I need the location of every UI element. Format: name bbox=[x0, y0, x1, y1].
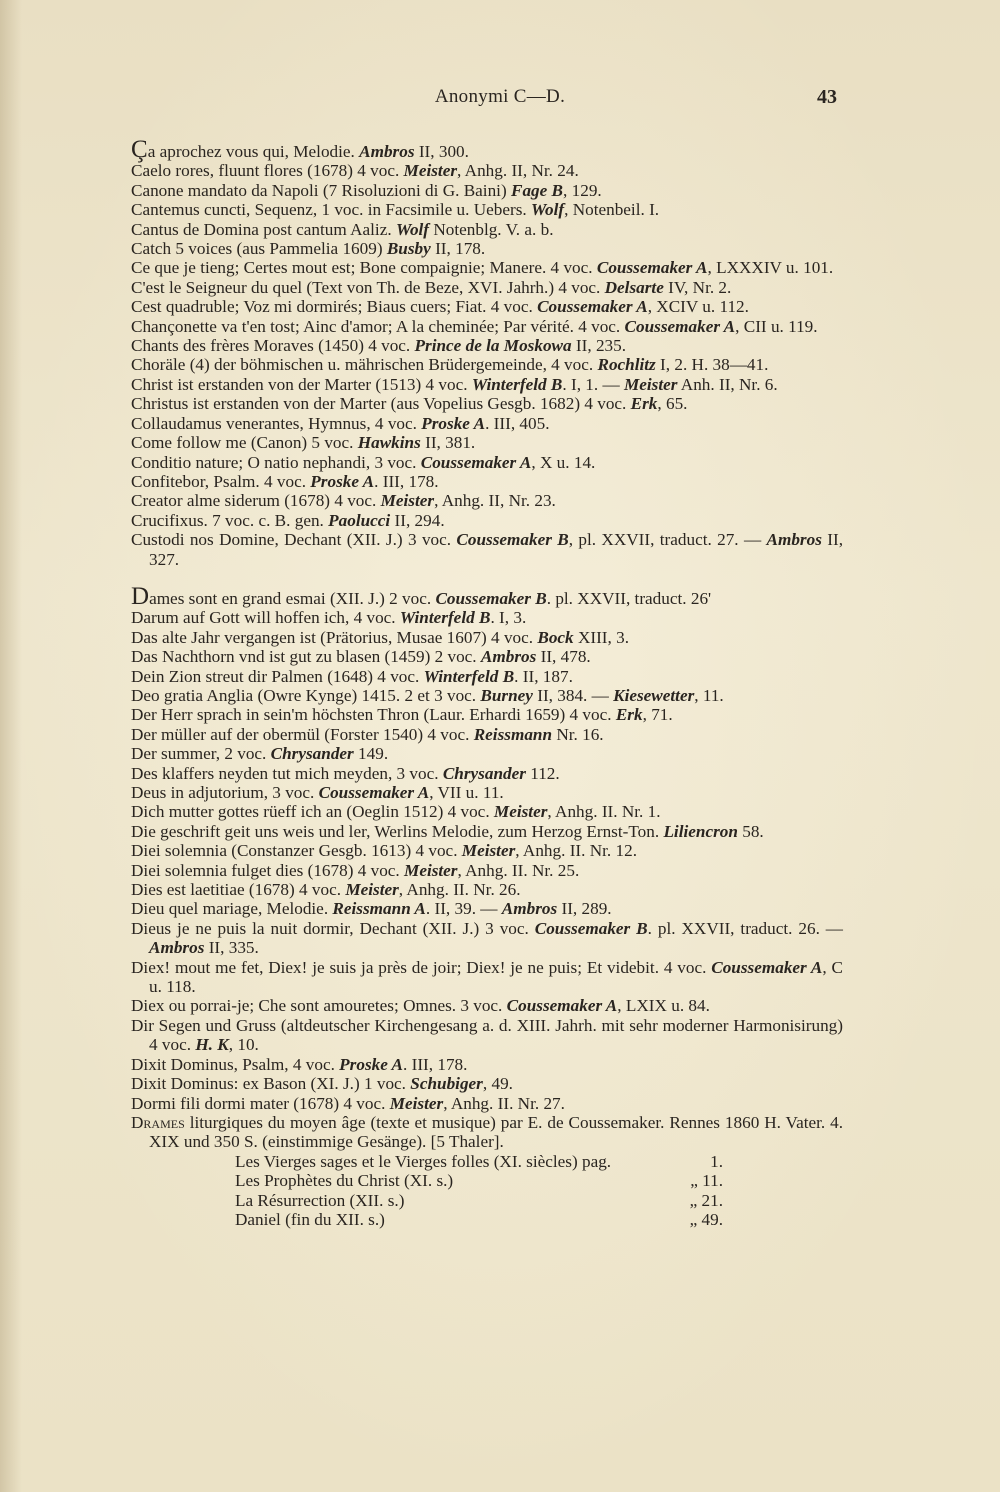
entry-citation: Coussemaker B bbox=[534, 918, 648, 938]
entry-title: ames sont en grand esmai (XII. J.) 2 voc. bbox=[149, 588, 436, 608]
index-entry bbox=[131, 472, 843, 491]
entry-reference: , Anhg. II. Nr. 27. bbox=[443, 1093, 565, 1113]
index-entry bbox=[131, 880, 843, 899]
entry-reference: . pl. XXVII, traduct. 26' bbox=[546, 588, 712, 608]
entry-title: Diei solemnia (Constanzer Gesgb. 1613) 4 voc. bbox=[131, 841, 462, 861]
entry-citation: Burney bbox=[480, 685, 533, 705]
entry-title: C'est le Seigneur du quel (Text von Th. de Beze, XVI. Jahrh.) 4 voc. bbox=[131, 277, 605, 297]
entry-citation: Coussemaker B bbox=[435, 588, 547, 608]
entry-reference: , 49. bbox=[482, 1074, 513, 1094]
index-entry bbox=[131, 239, 843, 258]
entry-title: Ce que je tieng; Certes mout est; Bone compaignie; Manere. 4 voc. bbox=[131, 258, 597, 278]
entry-title: Cantus de Domina post cantum Aaliz. bbox=[131, 219, 396, 239]
index-entry bbox=[131, 1016, 843, 1055]
entry-title: Christus ist erstanden von der Marter (aus Vopelius Gesgb. 1682) 4 voc. bbox=[131, 394, 631, 414]
index-entry bbox=[131, 375, 843, 394]
entry-citation: Kiesewetter bbox=[613, 685, 695, 705]
entry-reference: . I, 1. — bbox=[562, 374, 624, 394]
entry-citation: Coussemaker B bbox=[456, 530, 569, 550]
index-entry bbox=[131, 705, 843, 724]
entry-title: Confitebor, Psalm. 4 voc. bbox=[131, 471, 311, 491]
entry-citation: Meister bbox=[389, 1093, 444, 1113]
contents-page: 1. bbox=[710, 1151, 723, 1171]
running-head: Anonymi C—D. bbox=[434, 86, 566, 107]
entry-reference: , 71. bbox=[642, 705, 673, 725]
drames-description: liturgiques du moyen âge (texte et musique) par E. de Coussemaker. Rennes 1860 H. Vater. 4. XIX und 350 S. (einstimmige Gesänge). [5 Thaler]. bbox=[149, 1112, 843, 1152]
entry-title: Dich mutter gottes rüeff ich an (Oeglin 1512) 4 voc. bbox=[131, 802, 494, 822]
contents-row bbox=[235, 1152, 723, 1171]
entry-reference: II, 478. bbox=[536, 647, 591, 667]
entry-title: Crucifixus. 7 voc. c. B. gen. bbox=[131, 510, 329, 530]
entry-citation: Coussemaker A bbox=[711, 957, 823, 977]
entry-citation: Winterfeld B bbox=[399, 608, 491, 628]
entry-citation: Paolucci bbox=[328, 510, 391, 530]
entry-citation: Coussemaker A bbox=[506, 996, 618, 1016]
index-entry bbox=[131, 136, 843, 163]
entry-reference: II, 178. bbox=[430, 239, 486, 259]
contents-page: „ 49. bbox=[689, 1209, 723, 1229]
index-entry bbox=[131, 686, 843, 705]
entry-citation: Coussemaker A bbox=[537, 297, 648, 317]
index-entry bbox=[131, 200, 843, 219]
entry-citation: Meister bbox=[380, 491, 435, 511]
entry-reference: , Anhg. II. Nr. 12. bbox=[515, 841, 638, 861]
entry-citation: Erk bbox=[630, 394, 658, 414]
index-entry bbox=[131, 394, 843, 413]
entry-citation: Chrysander bbox=[270, 744, 354, 764]
index-entry bbox=[131, 336, 843, 355]
contents-page: „ 11. bbox=[690, 1171, 723, 1191]
entry-citation: Busby bbox=[386, 239, 431, 259]
entry-citation: Ambros bbox=[766, 530, 822, 550]
index-entry bbox=[131, 491, 843, 510]
entry-reference: . II, 39. — bbox=[425, 899, 502, 919]
index-entry bbox=[131, 278, 843, 297]
entry-title: Darum auf Gott will hoffen ich, 4 voc. bbox=[131, 608, 400, 628]
contents-row bbox=[235, 1191, 723, 1210]
index-entry bbox=[131, 1055, 843, 1074]
index-entry bbox=[131, 530, 843, 569]
entry-citation: Meister bbox=[404, 860, 458, 880]
entry-reference: 58. bbox=[737, 821, 764, 841]
entry-title: Dixit Dominus, Psalm, 4 voc. bbox=[131, 1054, 340, 1074]
entry-reference: , X u. 14. bbox=[531, 452, 596, 472]
entry-title: Diei solemnia fulget dies (1678) 4 voc. bbox=[131, 860, 405, 880]
entry-reference: II, 289. bbox=[557, 899, 612, 919]
page-header bbox=[0, 86, 1000, 112]
section-divider bbox=[131, 569, 843, 589]
contents-title: Les Prophètes du Christ (XI. s.) bbox=[235, 1171, 454, 1191]
entry-citation: Proske A bbox=[339, 1054, 403, 1074]
section-d bbox=[131, 582, 844, 1113]
entry-citation: Ambros bbox=[359, 142, 415, 161]
entry-reference: , 65. bbox=[657, 394, 688, 414]
drames-entry bbox=[131, 1113, 843, 1152]
entry-title: Cest quadruble; Voz mi dormirés; Biaus cuers; Fiat. 4 voc. bbox=[131, 297, 538, 317]
index-entry bbox=[131, 958, 843, 997]
entry-citation: Coussemaker A bbox=[624, 316, 736, 336]
entry-reference: , CII u. 119. bbox=[735, 316, 818, 336]
index-entry bbox=[131, 822, 843, 841]
entry-title: Deo gratia Anglia (Owre Kynge) 1415. 2 et 3 voc. bbox=[131, 685, 481, 705]
entry-reference: , 10. bbox=[228, 1035, 259, 1055]
entry-reference: . pl. XXVII, traduct. 26. — bbox=[647, 918, 843, 938]
entry-reference: Anh. II, Nr. 6. bbox=[677, 374, 778, 394]
entry-title: Come follow me (Canon) 5 voc. bbox=[131, 433, 358, 453]
initial-letter: Ç bbox=[131, 136, 148, 163]
entry-citation: Liliencron bbox=[663, 821, 738, 841]
index-entry bbox=[131, 861, 843, 880]
entry-title: Der Herr sprach in sein'm höchsten Thron (Laur. Erhardi 1659) 4 voc. bbox=[131, 705, 616, 725]
entry-reference: , XCIV u. 112. bbox=[647, 297, 749, 317]
contents-row bbox=[235, 1210, 723, 1229]
entry-reference: , Anhg. II. Nr. 25. bbox=[457, 860, 580, 880]
entry-citation: Ambros bbox=[501, 899, 558, 919]
drames-contents-list bbox=[235, 1152, 723, 1230]
index-entry bbox=[131, 1094, 843, 1113]
entry-citation: Meister bbox=[345, 880, 399, 900]
entry-title: Choräle (4) der böhmischen u. mährischen Brüdergemeinde, 4 voc. bbox=[131, 355, 598, 375]
index-entry bbox=[131, 996, 843, 1015]
entry-citation: Ambros bbox=[480, 647, 537, 667]
entry-title: Caelo rores, fluunt flores (1678) 4 voc. bbox=[131, 161, 404, 181]
page-edge-shadow bbox=[0, 0, 22, 1492]
entry-title: Dixit Dominus: ex Bason (XI. J.) 1 voc. bbox=[131, 1074, 411, 1094]
entry-citation: Hawkins bbox=[357, 433, 421, 453]
entry-citation: Meister bbox=[623, 374, 678, 394]
entry-reference: , VII u. 11. bbox=[429, 783, 504, 802]
entry-citation: Schubiger bbox=[410, 1074, 483, 1094]
entry-title: Dein Zion streut dir Palmen (1648) 4 voc. bbox=[131, 666, 424, 686]
index-entry bbox=[131, 841, 843, 860]
entry-reference: , 129. bbox=[563, 180, 602, 200]
entry-citation: Chrysander bbox=[442, 763, 526, 783]
index-entry bbox=[131, 1074, 843, 1093]
initial-letter: D bbox=[131, 582, 150, 610]
entry-title: Creator alme siderum (1678) 4 voc. bbox=[131, 491, 381, 511]
entry-reference: . III, 178. bbox=[374, 471, 439, 491]
entry-reference: II, 327. bbox=[149, 530, 844, 569]
entry-citation: Meister bbox=[493, 802, 548, 822]
index-entry bbox=[131, 647, 843, 666]
contents-row bbox=[235, 1171, 723, 1190]
entry-citation: Proske A bbox=[310, 471, 375, 491]
entry-reference: II, 384. — bbox=[532, 685, 614, 705]
entry-title: Conditio nature; O natio nephandi, 3 voc. bbox=[131, 452, 421, 472]
entry-reference: . I, 3. bbox=[490, 608, 527, 628]
page-number: 43 bbox=[817, 86, 837, 108]
entry-citation: Fage B bbox=[510, 180, 564, 200]
entry-title: Der müller auf der obermül (Forster 1540) 4 voc. bbox=[131, 724, 474, 744]
entry-reference: . III, 178. bbox=[403, 1054, 468, 1074]
index-entry bbox=[131, 802, 843, 821]
entry-reference: II, 294. bbox=[390, 510, 445, 530]
index-entry bbox=[131, 582, 843, 610]
entry-title: Dormi fili dormi mater (1678) 4 voc. bbox=[131, 1093, 390, 1113]
entry-title: Collaudamus venerantes, Hymnus, 4 voc. bbox=[131, 413, 422, 433]
contents-title: La Résurrection (XII. s.) bbox=[235, 1190, 405, 1210]
entry-citation: Erk bbox=[615, 705, 643, 725]
entry-reference: , LXXXIV u. 101. bbox=[707, 258, 834, 278]
index-entry bbox=[131, 453, 843, 472]
entry-title: Das Nachthorn vnd ist gut zu blasen (1459) 2 voc. bbox=[131, 647, 481, 667]
entry-title: Die geschrift geit uns weis und ler, Werlins Melodie, zum Herzog Ernst-Ton. bbox=[131, 821, 664, 841]
entry-reference: , C u. 118. bbox=[149, 957, 844, 997]
entry-reference: 149. bbox=[353, 744, 389, 764]
entry-reference: IV, Nr. 2. bbox=[663, 277, 732, 297]
index-entry bbox=[131, 317, 843, 336]
entry-citation: Bock bbox=[537, 627, 574, 647]
entry-reference: I, 2. H. 38—41. bbox=[655, 355, 769, 375]
contents-title: Les Vierges sages et le Vierges folles (XI. siècles) pag. bbox=[235, 1151, 612, 1171]
entry-citation: Reissmann A bbox=[332, 899, 426, 919]
index-entry bbox=[131, 511, 843, 530]
index-entry bbox=[131, 919, 843, 958]
entry-title: Chants des frères Moraves (1450) 4 voc. bbox=[131, 336, 415, 356]
index-entry bbox=[131, 899, 843, 918]
entry-title: Chançonette va t'en tost; Ainc d'amor; A la cheminée; Par vérité. 4 voc. bbox=[131, 316, 625, 336]
entry-reference: 112. bbox=[525, 763, 560, 783]
entry-title: Deus in adjutorium, 3 voc. bbox=[131, 783, 319, 802]
entry-title: Diex ou porrai-je; Che sont amouretes; Omnes. 3 voc. bbox=[131, 996, 507, 1016]
entry-reference: Notenblg. V. a. b. bbox=[429, 219, 554, 239]
entry-title: Der summer, 2 voc. bbox=[131, 744, 271, 764]
entry-citation: Ambros bbox=[149, 938, 205, 958]
entry-reference: II, 300. bbox=[414, 142, 469, 161]
entry-reference: , LXIX u. 84. bbox=[617, 996, 710, 1016]
entry-citation: Proske A bbox=[421, 413, 486, 433]
entry-reference: . III, 405. bbox=[485, 413, 550, 433]
entry-citation: Winterfeld B bbox=[471, 374, 563, 394]
section-c bbox=[131, 136, 844, 569]
entry-title: Dieus je ne puis la nuit dormir, Dechant (XII. J.) 3 voc. bbox=[131, 918, 535, 938]
index-entry bbox=[131, 161, 843, 180]
index-entry bbox=[131, 181, 843, 200]
entry-citation: Meister bbox=[461, 841, 516, 861]
entry-title: Des klaffers neyden tut mich meyden, 3 voc. bbox=[131, 763, 443, 783]
entry-citation: Prince de la Moskowa bbox=[414, 336, 572, 356]
entry-reference: , Anhg. II. Nr. 1. bbox=[547, 802, 661, 822]
index-entry bbox=[131, 355, 843, 374]
entry-title: Das alte Jahr vergangen ist (Prätorius, Musae 1607) 4 voc. bbox=[131, 627, 538, 647]
index-entry bbox=[131, 725, 843, 744]
entry-reference: , 11. bbox=[694, 685, 724, 705]
entry-reference: . II, 187. bbox=[514, 666, 573, 686]
entry-title: Cantemus cuncti, Sequenz, 1 voc. in Facsimile u. Uebers. bbox=[131, 200, 531, 220]
entry-citation: Rochlitz bbox=[597, 355, 656, 375]
index-entry bbox=[131, 628, 843, 647]
entry-reference: , Anhg. II, Nr. 24. bbox=[457, 161, 579, 181]
entry-title: Diex! mout me fet, Diex! je suis ja près de joir; Diex! je ne puis; Et videbit. 4 voc. bbox=[131, 957, 712, 977]
entry-reference: , Anhg. II. Nr. 26. bbox=[398, 880, 521, 900]
entry-citation: Meister bbox=[403, 161, 458, 181]
entry-title: Canone mandato da Napoli (7 Risoluzioni di G. Baini) bbox=[131, 180, 511, 200]
entry-title: Custodi nos Domine, Dechant (XII. J.) 3 voc. bbox=[131, 530, 457, 550]
index-entry bbox=[131, 783, 843, 802]
index-entry bbox=[131, 258, 843, 277]
entry-reference: II, 381. bbox=[420, 433, 476, 453]
index-entry bbox=[131, 433, 843, 452]
index-entry bbox=[131, 297, 843, 316]
contents-page: „ 21. bbox=[689, 1190, 723, 1210]
entry-title: a aprochez vous qui, Melodie. bbox=[147, 142, 360, 161]
entry-citation: Delsarte bbox=[604, 277, 664, 297]
entry-citation: Wolf bbox=[395, 219, 430, 239]
index-entries bbox=[131, 136, 844, 1229]
index-entry bbox=[131, 667, 843, 686]
index-entry bbox=[131, 414, 843, 433]
entry-citation: Coussemaker A bbox=[420, 452, 532, 472]
entry-title: Dies est laetitiae (1678) 4 voc. bbox=[131, 880, 346, 900]
entry-citation: Reissmann bbox=[473, 724, 553, 744]
index-entry bbox=[131, 764, 843, 783]
entry-citation: Wolf bbox=[531, 200, 565, 220]
entry-reference: Nr. 16. bbox=[552, 724, 604, 744]
contents-title: Daniel (fin du XII. s.) bbox=[235, 1209, 385, 1229]
entry-reference: , pl. XXVII, traduct. 27. — bbox=[568, 530, 767, 550]
entry-title: Dieu quel mariage, Melodie. bbox=[131, 899, 333, 919]
index-entry bbox=[131, 220, 843, 239]
entry-reference: II, 235. bbox=[571, 336, 627, 356]
entry-title: Christ ist erstanden von der Marter (1513) 4 voc. bbox=[131, 374, 472, 394]
entry-citation: Winterfeld B bbox=[423, 666, 515, 686]
entry-reference: II, 335. bbox=[204, 938, 259, 958]
entry-reference: , Anhg. II, Nr. 23. bbox=[434, 491, 556, 511]
entry-reference: , Notenbeil. I. bbox=[564, 200, 660, 220]
drames-lead-word: Drames bbox=[131, 1112, 185, 1132]
entry-reference: XIII, 3. bbox=[573, 627, 630, 647]
entry-title: Dir Segen und Gruss (altdeutscher Kirchengesang a. d. XIII. Jahrh. mit sehr moderner Harmonisirung) 4 voc. bbox=[131, 1015, 843, 1055]
entry-title: Catch 5 voices (aus Pammelia 1609) bbox=[131, 239, 387, 259]
entry-citation: H. K bbox=[195, 1035, 229, 1055]
entry-citation: Coussemaker A bbox=[318, 783, 430, 802]
entry-citation: Coussemaker A bbox=[596, 258, 708, 278]
index-entry bbox=[131, 744, 843, 763]
index-entry bbox=[131, 608, 843, 627]
